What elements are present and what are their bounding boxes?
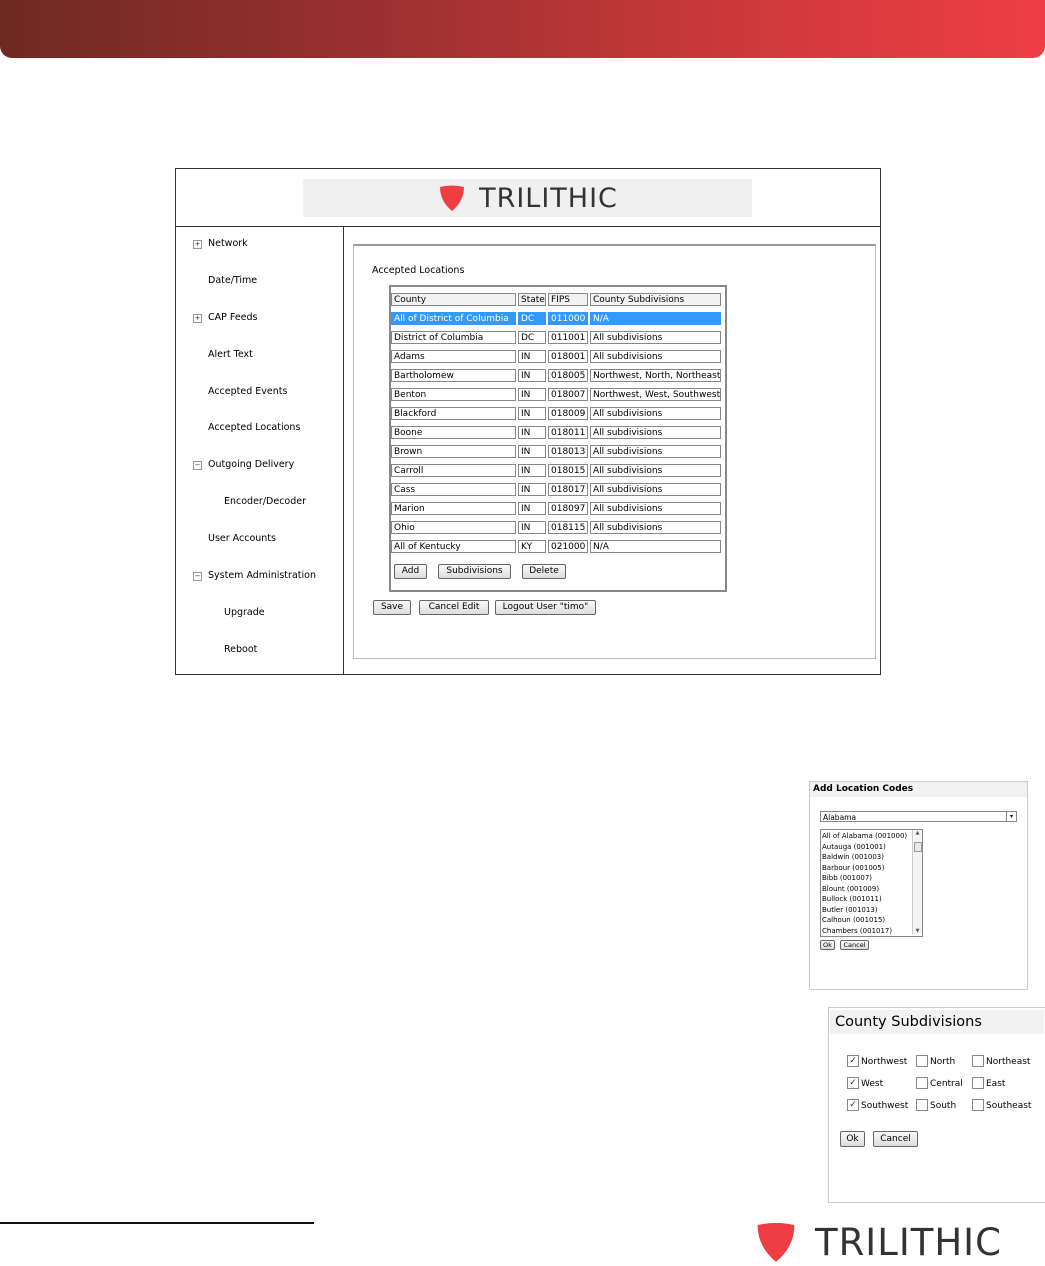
checkbox-west[interactable]: ✓ [847, 1077, 859, 1089]
logout-button[interactable]: Logout User "timo" [495, 600, 596, 615]
table-cell[interactable]: 011000 [548, 312, 588, 325]
scroll-up-icon[interactable]: ▲ [915, 830, 920, 836]
list-item[interactable]: Baldwin (001003) [822, 853, 884, 861]
table-cell[interactable]: DC [518, 331, 546, 344]
checkbox-southwest[interactable]: ✓ [847, 1099, 859, 1111]
table-cell[interactable]: IN [518, 483, 546, 496]
add-button[interactable]: Add [394, 564, 427, 579]
sidebar-item-encoder-decoder[interactable]: Encoder/Decoder [224, 496, 307, 507]
table-cell[interactable]: 018097 [548, 502, 588, 515]
checkbox-label: Southwest [861, 1101, 909, 1111]
table-cell[interactable]: All of Kentucky [391, 540, 516, 553]
sidebar-item-accepted-locations[interactable]: Accepted Locations [208, 422, 301, 433]
table-cell[interactable]: Ohio [391, 521, 516, 534]
sidebar-item-outgoing-delivery[interactable]: Outgoing Delivery [208, 459, 295, 470]
table-cell[interactable]: DC [518, 312, 546, 325]
ok-button[interactable]: Ok [820, 940, 835, 950]
checkbox-central[interactable] [916, 1077, 928, 1089]
scroll-thumb[interactable] [914, 842, 922, 852]
table-cell[interactable]: Brown [391, 445, 516, 458]
table-cell[interactable]: N/A [590, 312, 721, 325]
app-header [176, 169, 880, 227]
delete-button[interactable]: Delete [522, 564, 566, 579]
sidebar [176, 227, 344, 674]
list-item[interactable]: All of Alabama (001000) [822, 832, 908, 840]
trilithic-shield-icon [437, 183, 467, 213]
add-location-dialog [809, 781, 1028, 990]
table-cell[interactable]: 018001 [548, 350, 588, 363]
table-cell[interactable]: All subdivisions [590, 331, 721, 344]
checkbox-label: Northwest [861, 1057, 908, 1067]
table-cell[interactable]: Northwest, West, Southwest [590, 388, 721, 401]
county-list[interactable] [820, 829, 923, 937]
table-cell[interactable]: All subdivisions [590, 350, 721, 363]
table-cell[interactable]: 018017 [548, 483, 588, 496]
list-item[interactable]: Butler (001013) [822, 905, 878, 914]
list-item[interactable]: Bullock (001011) [822, 895, 882, 903]
cancel-button[interactable]: Cancel [873, 1131, 918, 1147]
table-cell[interactable]: IN [518, 369, 546, 382]
expand-icon[interactable]: + [194, 240, 201, 248]
table-cell[interactable]: IN [518, 502, 546, 515]
ok-button[interactable]: Ok [840, 1131, 865, 1147]
header-banner [0, 0, 1045, 58]
table-cell[interactable]: IN [518, 388, 546, 401]
table-cell[interactable]: Adams [391, 350, 516, 363]
table-cell[interactable]: 021000 [548, 540, 588, 553]
table-cell[interactable]: IN [518, 464, 546, 477]
checkbox-label: South [930, 1101, 957, 1111]
table-cell[interactable]: All subdivisions [590, 407, 721, 420]
table-cell[interactable]: All subdivisions [590, 426, 721, 439]
checkbox-south[interactable] [916, 1099, 928, 1111]
sidebar-item-user-accounts[interactable]: User Accounts [208, 533, 276, 544]
table-cell[interactable]: IN [518, 445, 546, 458]
list-item[interactable]: Barbour (001005) [822, 863, 885, 872]
locations-table [389, 285, 727, 592]
dialog-title: Add Location Codes [810, 782, 1027, 797]
table-cell[interactable]: Boone [391, 426, 516, 439]
table-cell[interactable]: 018115 [548, 521, 588, 534]
state-select-value: Alabama [823, 813, 857, 822]
logo-text: TRILITHIC [479, 182, 618, 214]
page-title: Accepted Locations [372, 265, 465, 276]
list-item[interactable]: Chambers (001017) [822, 926, 893, 935]
table-cell[interactable]: All subdivisions [590, 502, 721, 515]
table-cell[interactable]: Cass [391, 483, 516, 496]
collapse-icon[interactable]: − [194, 461, 201, 469]
footer-logo-text: TRILITHIC [815, 1220, 1002, 1264]
sidebar-item-accepted-events[interactable]: Accepted Events [208, 386, 288, 397]
table-cell[interactable]: IN [518, 407, 546, 420]
footer-rule [0, 1222, 314, 1224]
cancel-button[interactable]: Cancel [840, 940, 869, 950]
table-cell[interactable]: 018011 [548, 426, 588, 439]
table-cell[interactable]: All subdivisions [590, 483, 721, 496]
expand-icon[interactable]: + [194, 314, 201, 322]
table-cell[interactable]: 018015 [548, 464, 588, 477]
checkbox-northeast[interactable] [972, 1055, 984, 1067]
list-item[interactable]: Bibb (001007) [822, 874, 873, 882]
table-cell[interactable]: 018013 [548, 445, 588, 458]
list-item[interactable]: Calhoun (001015) [822, 916, 886, 924]
table-cell[interactable]: Northwest, North, Northeast [590, 369, 721, 382]
collapse-icon[interactable]: − [194, 572, 201, 580]
table-cell[interactable]: N/A [590, 540, 721, 553]
checkbox-label: North [930, 1057, 956, 1067]
column-header-subdivisions: County Subdivisions [590, 293, 721, 306]
list-item[interactable]: Autauga (001001) [822, 842, 886, 851]
checkbox-label: West [861, 1079, 884, 1089]
table-cell[interactable]: 011001 [548, 331, 588, 344]
list-item[interactable]: Blount (001009) [822, 884, 880, 893]
table-cell[interactable]: IN [518, 426, 546, 439]
table-cell[interactable]: IN [518, 521, 546, 534]
checkbox-label: Northeast [986, 1057, 1031, 1067]
app-window [175, 168, 881, 675]
table-cell[interactable]: District of Columbia [391, 331, 516, 344]
table-cell[interactable]: Bartholomew [391, 369, 516, 382]
subdivisions-button[interactable]: Subdivisions [438, 564, 511, 579]
column-header-state: State [518, 293, 546, 306]
checkbox-east[interactable] [972, 1077, 984, 1089]
table-cell[interactable]: All of District of Columbia [391, 312, 516, 325]
trilithic-shield-icon [753, 1219, 799, 1265]
subdivisions-dialog [828, 1007, 1045, 1203]
table-cell[interactable]: All subdivisions [590, 521, 721, 534]
checkbox-northwest[interactable]: ✓ [847, 1055, 859, 1067]
table-cell[interactable]: All subdivisions [590, 445, 721, 458]
checkbox-label: Southeast [986, 1101, 1032, 1111]
table-cell[interactable]: Marion [391, 502, 516, 515]
sidebar-item-network[interactable]: Network [208, 238, 248, 249]
main-content [344, 227, 880, 674]
table-cell[interactable]: 018009 [548, 407, 588, 420]
state-select[interactable] [820, 811, 1017, 822]
sidebar-item-cap-feeds[interactable]: CAP Feeds [208, 312, 258, 323]
table-cell[interactable]: Blackford [391, 407, 516, 420]
sidebar-item-alert-text[interactable]: Alert Text [208, 349, 253, 360]
table-cell[interactable]: Carroll [391, 464, 516, 477]
table-cell[interactable]: 018007 [548, 388, 588, 401]
sidebar-item-date-time[interactable]: Date/Time [208, 275, 258, 286]
table-cell[interactable]: Benton [391, 388, 516, 401]
table-cell[interactable]: IN [518, 350, 546, 363]
table-cell[interactable]: KY [518, 540, 546, 553]
footer-logo [753, 1218, 1045, 1266]
column-header-fips: FIPS [548, 293, 588, 306]
checkbox-label: East [986, 1079, 1006, 1089]
dialog-title: County Subdivisions [830, 1010, 1044, 1034]
column-header-county: County [391, 293, 516, 306]
sidebar-item-reboot[interactable]: Reboot [224, 644, 258, 655]
chevron-down-icon[interactable]: ▾ [1006, 812, 1016, 821]
scroll-down-icon[interactable]: ▼ [915, 928, 920, 934]
checkbox-southeast[interactable] [972, 1099, 984, 1111]
save-button[interactable]: Save [373, 600, 411, 615]
checkbox-label: Central [930, 1079, 963, 1089]
table-cell[interactable]: 018005 [548, 369, 588, 382]
cancel-edit-button[interactable]: Cancel Edit [419, 600, 489, 615]
scrollbar[interactable] [912, 830, 922, 934]
sidebar-item-system-administration[interactable]: System Administration [208, 570, 316, 581]
sidebar-item-upgrade[interactable]: Upgrade [224, 607, 265, 618]
checkbox-north[interactable] [916, 1055, 928, 1067]
logo [303, 179, 752, 217]
table-cell[interactable]: All subdivisions [590, 464, 721, 477]
